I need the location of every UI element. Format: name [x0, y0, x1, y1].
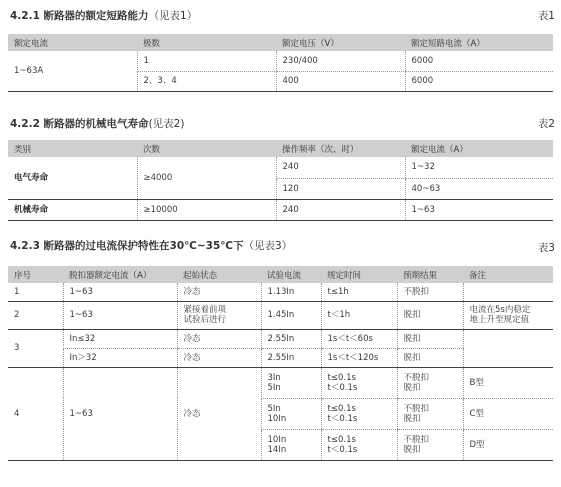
table3-current: 1.45In — [261, 301, 321, 329]
table2-header-frequency: 操作频率（次、时） — [276, 140, 405, 157]
table2-label: 表2 — [537, 118, 555, 130]
section3-title-bold: 4.2.3 断路器的过电流保护特性在30℃~35℃下 — [10, 240, 244, 252]
table3-header-result: 预期结果 — [397, 266, 463, 283]
table3-time: 1s＜t＜120s — [321, 348, 397, 367]
table3-header-row — [8, 266, 553, 283]
table3-result-line2: 脱扣 — [403, 382, 421, 393]
table3-time: t＜1h — [321, 301, 397, 329]
table3-current — [261, 367, 321, 398]
table3-time — [321, 367, 397, 398]
table3-note-line2: 地上升至规定值 — [469, 315, 530, 325]
table3-current-line1: 3In — [267, 372, 281, 383]
section2-title-ref: (见表2) — [148, 118, 185, 130]
table1-voltage: 230/400 — [276, 51, 405, 71]
table-row — [8, 329, 553, 348]
table3-result-line1: 不脱扣 — [403, 434, 430, 445]
table3-time: t≤1h — [321, 283, 397, 301]
table1-header-row — [8, 34, 553, 51]
table-row — [8, 199, 553, 220]
table-3-overcurrent — [8, 266, 553, 461]
section2-title — [10, 116, 184, 131]
table1-poles: 2、3、4 — [137, 71, 276, 91]
table1-header-sc-current: 额定短路电流（A） — [405, 34, 553, 51]
table-row — [8, 51, 553, 71]
table3-header-current: 试验电流 — [261, 266, 321, 283]
table3-no: 1 — [8, 283, 63, 301]
table3-result — [397, 429, 463, 460]
table2-count-mechanical: ≥10000 — [137, 199, 276, 220]
table-2-life — [8, 140, 553, 221]
table1-header-rated-current: 额定电流 — [8, 34, 137, 51]
table3-state — [177, 301, 261, 329]
section1-title — [10, 8, 197, 23]
table3-time-line1: t≤0.1s — [327, 403, 356, 414]
table3-note — [463, 283, 553, 301]
section1-title-ref: （见表1） — [148, 10, 198, 22]
table3-result — [397, 398, 463, 429]
table3-no: 2 — [8, 301, 63, 329]
table2-frequency: 240 — [276, 157, 405, 178]
table3-result — [397, 367, 463, 398]
table-row — [8, 367, 553, 398]
table3-state-line1: 紧接着前项 — [183, 305, 227, 315]
table1-label: 表1 — [537, 10, 555, 22]
table3-time — [321, 429, 397, 460]
table3-note: D型 — [463, 429, 553, 460]
table3-result: 不脱扣 — [397, 283, 463, 301]
table3-result: 脱扣 — [397, 329, 463, 348]
table3-current-line2: 5In — [267, 382, 281, 393]
table3-time-line1: t≤0.1s — [327, 372, 356, 383]
table2-current: 40~63 — [405, 178, 553, 199]
table3-note: B型 — [463, 367, 553, 398]
table2-header-count: 次数 — [137, 140, 276, 157]
table-row — [8, 157, 553, 178]
table3-current-line2: 14In — [267, 444, 287, 455]
table3-note: C型 — [463, 398, 553, 429]
table3-header-note: 备注 — [463, 266, 553, 283]
table3-current: 2.55In — [261, 329, 321, 348]
table2-header-current: 额定电流（A） — [405, 140, 553, 157]
table3-no: 3 — [8, 329, 63, 367]
table3-current: 1.13In — [261, 283, 321, 301]
table3-result-line2: 脱扣 — [403, 444, 421, 455]
table1-header-poles: 极数 — [137, 34, 276, 51]
section3-title — [10, 238, 292, 253]
table2-header-category: 类别 — [8, 140, 137, 157]
table3-note — [463, 329, 553, 367]
section2-title-bold: 4.2.2 断路器的机械电气寿命 — [10, 118, 149, 130]
table3-time: 1s＜t＜60s — [321, 329, 397, 348]
table3-current-line1: 10In — [267, 434, 287, 445]
table3-rated: 1~63 — [63, 283, 177, 301]
table3-current — [261, 429, 321, 460]
table-1-short-circuit — [8, 34, 553, 92]
table2-category-electrical: 电气寿命 — [8, 157, 137, 199]
table1-rated-current: 1~63A — [8, 51, 137, 91]
table3-note — [463, 301, 553, 329]
table3-current-line1: 5In — [267, 403, 281, 414]
table3-result-line1: 不脱扣 — [403, 372, 430, 383]
table2-current: 1~32 — [405, 157, 553, 178]
table3-rated: In≤32 — [63, 329, 177, 348]
table3-result-line2: 脱扣 — [403, 413, 421, 424]
table-row — [8, 301, 553, 329]
table3-rated: 1~63 — [63, 301, 177, 329]
table2-frequency: 240 — [276, 199, 405, 220]
table1-header-voltage: 额定电压（V） — [276, 34, 405, 51]
table3-header-rated: 脱扣器额定电流（A） — [63, 266, 177, 283]
table3-current — [261, 398, 321, 429]
table3-header-time: 规定时间 — [321, 266, 397, 283]
section1-title-bold: 4.2.1 断路器的额定短路能力 — [10, 10, 149, 22]
table3-state: 冷态 — [177, 329, 261, 348]
table3-header-no: 序号 — [8, 266, 63, 283]
table1-poles: 1 — [137, 51, 276, 71]
table3-time-line1: t≤0.1s — [327, 434, 356, 445]
table3-no: 4 — [8, 367, 63, 460]
table3-time-line2: t＜0.1s — [327, 413, 358, 424]
table3-note-line1: 电流在5s内稳定 — [469, 305, 531, 315]
table2-frequency: 120 — [276, 178, 405, 199]
table2-count-electrical: ≥4000 — [137, 157, 276, 199]
table3-result-line1: 不脱扣 — [403, 403, 430, 414]
table2-current: 1~63 — [405, 199, 553, 220]
table3-time-line2: t＜0.1s — [327, 382, 358, 393]
table-row — [8, 283, 553, 301]
table3-rated: In＞32 — [63, 348, 177, 367]
table3-state-line2: 试验后进行 — [183, 315, 227, 325]
table3-header-state: 起始状态 — [177, 266, 261, 283]
table3-current: 2.55In — [261, 348, 321, 367]
table1-sc-current: 6000 — [405, 51, 553, 71]
table3-state: 冷态 — [177, 283, 261, 301]
table2-category-mechanical: 机械寿命 — [8, 199, 137, 220]
table1-sc-current: 6000 — [405, 71, 553, 91]
table3-current-line2: 10In — [267, 413, 287, 424]
table1-voltage: 400 — [276, 71, 405, 91]
table3-state: 冷态 — [177, 367, 261, 460]
table3-state: 冷态 — [177, 348, 261, 367]
table3-rated: 1~63 — [63, 367, 177, 460]
table3-result: 脱扣 — [397, 348, 463, 367]
section3-title-ref: （见表3） — [243, 240, 293, 252]
table3-result: 脱扣 — [397, 301, 463, 329]
table3-time-line2: t＜0.1s — [327, 444, 358, 455]
table3-label: 表3 — [537, 242, 555, 254]
table3-time — [321, 398, 397, 429]
table2-header-row — [8, 140, 553, 157]
